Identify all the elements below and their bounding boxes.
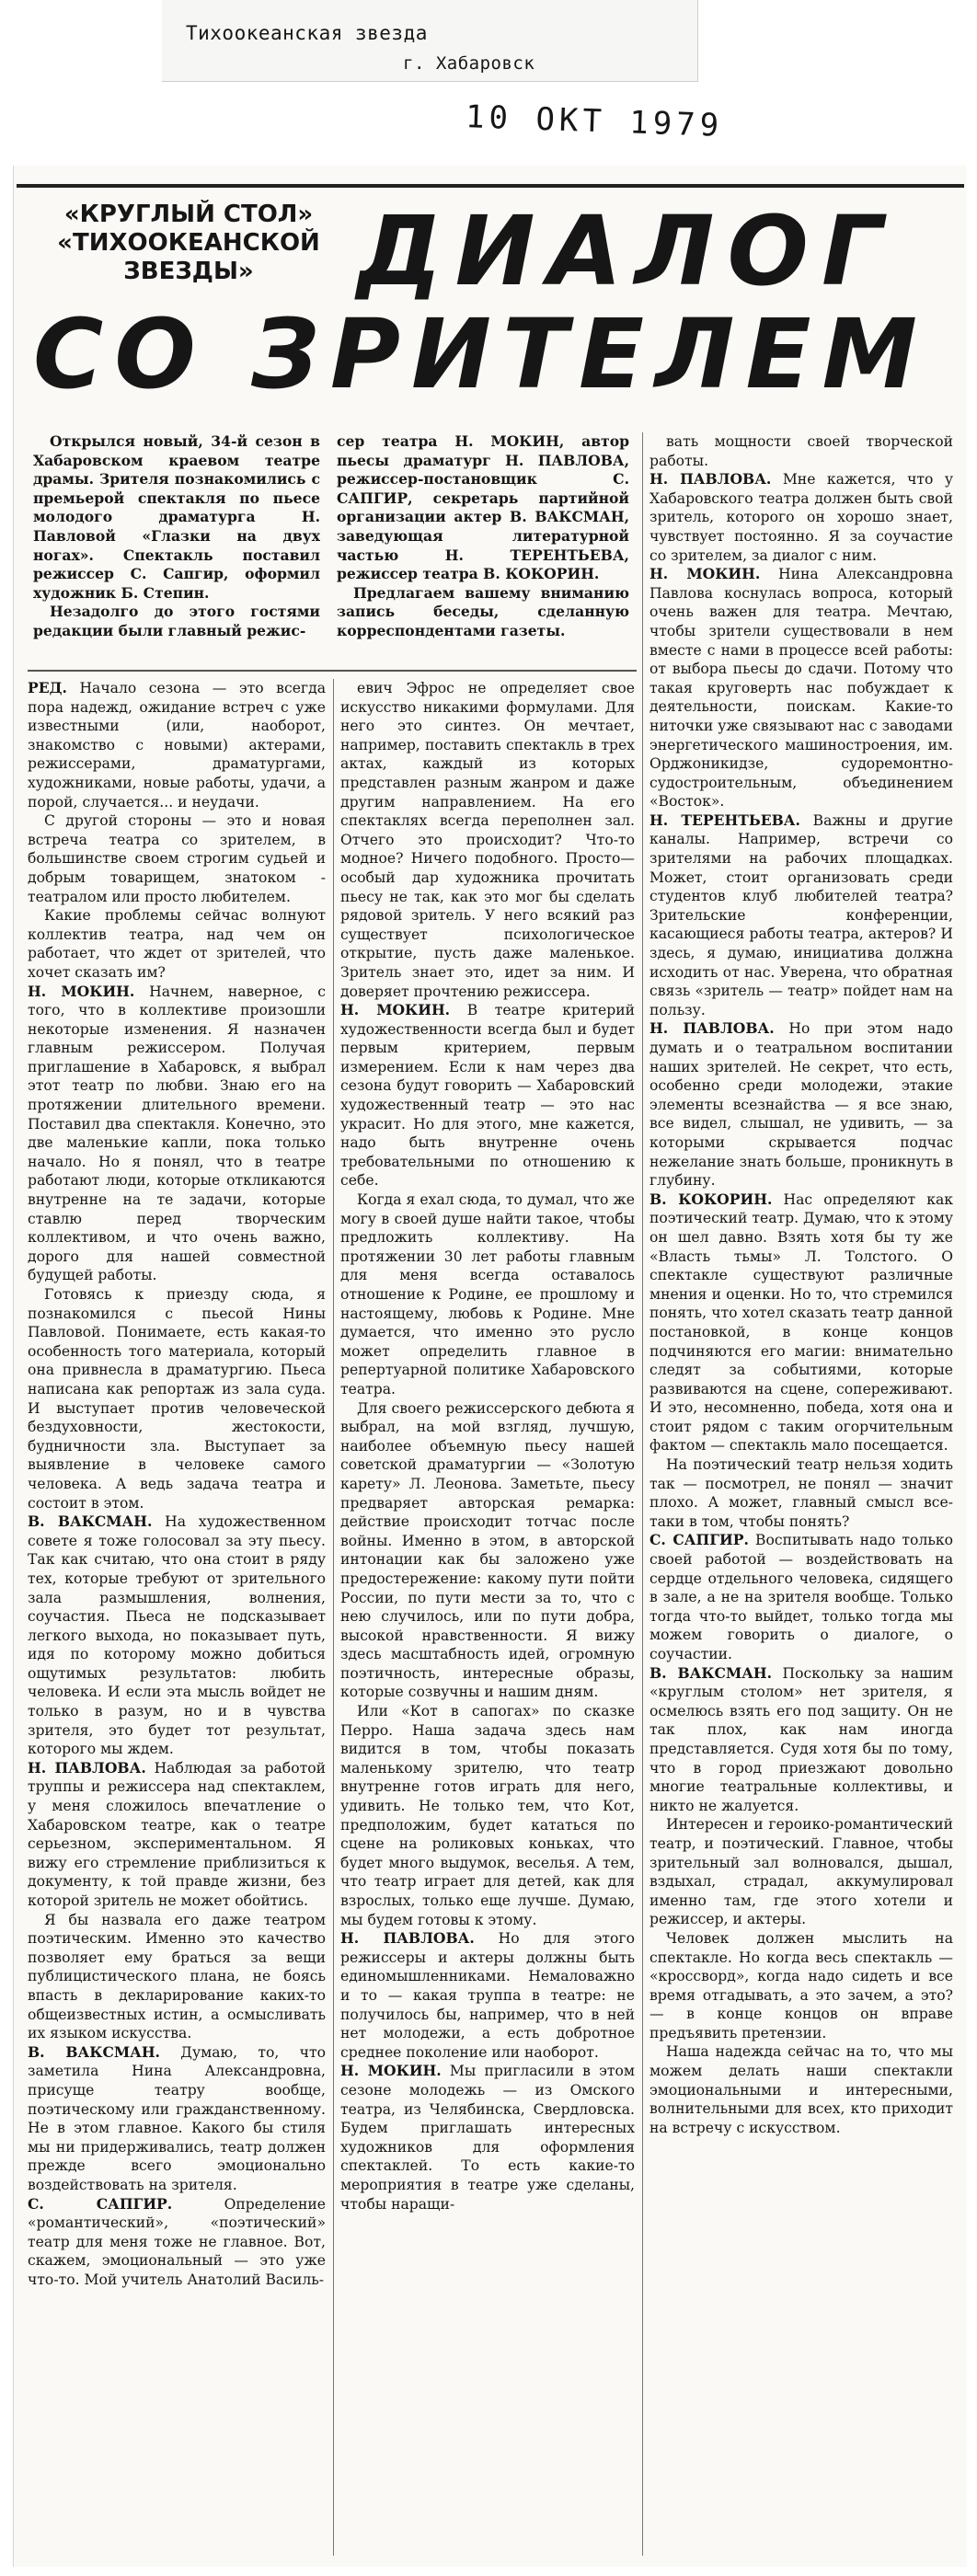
article-paragraph — [649, 1531, 953, 1663]
article-paragraph — [28, 2043, 326, 2195]
article-paragraph — [28, 1911, 326, 2043]
article-paragraph — [340, 1929, 635, 2062]
paragraph-text: Но для этого режиссеры и актеры должны быть единомышленниками. Немаловажно и то — какая труппа в театре: не получилось бы, например, что в ней нет молодежи, а есть добротное среднее поколение или наоборот. — [340, 1930, 635, 2061]
paragraph-text: Начало сезона — это всегда пора надежд, ожидание встреч с уже известными (или, наоборот, знакомство с новыми) актерами, режиссерами, драматургами, художниками, новые работы, удачи, а порой, случается... и неудачи. — [28, 680, 326, 811]
speaker-name: В. ВАКСМАН. — [649, 1663, 773, 1682]
speaker-name: С. САПГИР. — [28, 2194, 173, 2213]
paragraph-text: В театре критерий художественности всегда был и будет первым критерием, первым измерением. Если к нам через два сезона будут говорить — Хабаровский художественный театр — это нас украсит. Но для этого, мне кажется, надо быть внутренне очень требовательными по отношению к себе. — [340, 1002, 635, 1190]
article-column-2 — [340, 679, 635, 2556]
speaker-name: Н. МОКИН. — [340, 1001, 451, 1019]
paragraph-text: Наша надежда сейчас на то, что мы можем делать наши спектакли эмоциональными и интересными, волнительными для всех, кто приходит на встречу с искусством. — [649, 2043, 953, 2136]
newspaper-city: г. Хабаровск — [403, 53, 535, 74]
speaker-name: В. ВАКСМАН. — [28, 1512, 153, 1531]
paragraph-text: Начнем, наверное, с того, что в коллективе произошли некоторые изменения. Я назначен главным режиссером. Получая приглашение в Хабаровск, я выбрал этот театр по любви. Знаю его на протяжении длительного времени. Поставил два спектакля. Конечно, это две маленькие капли, пока только начало. Но я понял, что в театре работают люди, которые откликаются внутренне на те задачи, которые ставлю перед творческим коллективом, и что очень важно, дорого для нашей совместной будущей работы. — [28, 983, 326, 1284]
top-rule — [17, 184, 964, 188]
speaker-name: РЕД. — [28, 679, 67, 696]
paragraph-text: На поэтический театр нельзя ходить так — посмотрел, не понял — значит плохо. А может, главный смысл все-таки в том, чтобы понять? — [649, 1456, 953, 1530]
article-paragraph — [649, 2042, 953, 2137]
paragraph-text: На художественном совете я тоже голосовал за эту пьесу. Так как считаю, что она стоит в ряду тех, которые требуют от зрительного зала размышления, волнения, соучастия. Пьеса не подсказывает легкого выхода, но показывает путь, идя по которому можно добиться ощутимых результатов: любить человека. И если эта мысль войдет не только в разум, но и в чувства зрителя, это будет тот результат, которого мы ждем. — [28, 1513, 326, 1758]
article-paragraph — [649, 1664, 953, 1816]
kicker — [37, 201, 340, 286]
paragraph-text: Поскольку за нашим «круглым столом» нет зрителя, я осмелюсь взять его под защиту. Он не так плох, как нам иногда представляется. Судя хотя бы по тому, что в город приезжают довольно многие театральные коллективы, и никто не жалуется. — [649, 1664, 953, 1814]
speaker-name: Н. ПАВЛОВА. — [649, 1019, 775, 1038]
paragraph-text: Или «Кот в сапогах» по сказке Перро. Наша задача здесь нам видится в том, чтобы показать маленькому зрителю, что театр внутренне готов играть для него, удивить. Не только тем, что Кот, предположим, будет кататься по сцене на роликовых коньках, что будет много выдумок, веселья. А тем, что театр играет для детей, как для взрослых, только еще лучше. Думаю, мы будем готовы к этому. — [340, 1703, 635, 1928]
lead-paragraph-2: Незадолго до этого гостями редакции были главный режис- — [33, 603, 320, 639]
paragraph-text: Какие проблемы сейчас волнуют коллектив театра, над чем он работает, что ждет от зрителей, что хочет сказать им? — [28, 907, 326, 981]
paragraph-text: Для своего режиссерского дебюта я выбрал, на мой взгляд, лучшую, наиболее объемную пьесу нашей советской драматургии — «Золотую карету» Л. Леонова. Заметьте, пьесу предваряет авторская ремарка: действие происходит тотчас после войны. Именно в этом, в авторской интонации как бы заложено уже предостережение: какому пути пойти России, по пути мести за то, что с нею случилось, или по пути добра, высокой нравственности. Я вижу здесь масштабность идей, огромную поэтичность, интересные образы, которые созвучны и нашим дням. — [340, 1399, 635, 1701]
speaker-name: Н. МОКИН. — [340, 2062, 442, 2080]
paragraph-text: С другой стороны — это и новая встреча театра со зрителем, в большинстве своем строгим судьей и добрым товарищем, знатоком - театралом или просто любителем. — [28, 812, 326, 905]
lead-paragraph-4: Предлагаем вашему вниманию запись беседы, сделанную корреспондентами газеты. — [337, 583, 629, 639]
paragraph-text: Нас определяют как поэтический театр. Думаю, что к этому он шел давно. Взять хотя бы ту же «Власть тьмы» Л. Толстого. О спектакле существуют различные мнения и оценки. Но то, что стремился понять, что хотел сказать театр данной постановкой, в конце концов подчиняются его магии: внимательно следят за событиями, которые развиваются на сцене, сопереживают. И это, несомненно, победа, хотя она и стоит рядом с таким огорчительным фактом — спектакль мало посещается. — [649, 1190, 953, 1455]
article-paragraph — [340, 1702, 635, 1929]
paragraph-text: Интересен и героико-романтический театр, и поэтический. Главное, чтобы зрительный зал волновался, дышал, вздыхал, страдал, аккумулировал именно там, где этого хотели и режиссер, и актеры. — [649, 1816, 953, 1928]
speaker-name: Н. ПАВЛОВА. — [340, 1929, 475, 1948]
lead-paragraph-1: Открылся новый, 34-й сезон в Хабаровском краевом театре драмы. Зрителя познакомились с премьерой спектакля по пьесе молодого драматурга Н. Павловой «Глазки на двух ногах». Спектакль поставил режиссер С. Сапгир, оформил художник Б. Степин. — [33, 432, 320, 602]
speaker-name: Н. ПАВЛОВА. — [28, 1758, 146, 1777]
paragraph-text: Определение «романтический», «поэтический» театр для меня тоже не главное. Вот, скажем, эмоциональный — это уже что-то. Мой учитель Анатолий Василь- — [28, 2195, 326, 2288]
paragraph-text: Мне кажется, что у Хабаровского театра должен быть свой зритель, которого он хорошо знает, чувствует постоянно. Я за соучастие со зрителем, за диалог с ним. — [649, 471, 953, 564]
paragraph-text: Важны и другие каналы. Например, встречи со зрителями на рабочих площадках. Может, стоит организовать среди студентов клуб любителей театра? Зрительские конференции, касающиеся работы театра, актеров? И здесь, я думаю, инициатива должна исходить от нас. Уверена, что обратная связь «зритель — театр» пойдет нам на пользу. — [649, 811, 953, 1018]
speaker-name: Н. МОКИН. — [28, 982, 135, 1000]
date-stamp: 10 ОКТ 1979 — [465, 98, 724, 144]
article-paragraph — [340, 1001, 635, 1190]
article-paragraph — [28, 1512, 326, 1759]
article-paragraph — [28, 1759, 326, 1911]
column-divider-2 — [642, 432, 643, 2556]
paragraph-text: евич Эфрос не определяет свое искусство никакими формулами. Для него это синтез. Он мечтает, например, поставить спектакль в трех актах, каждый из которых представлен разным жанром и даже другим направлением. На его спектаклях всегда переполнен зал. Отчего это происходит? Что-то модное? Ничего подобного. Просто—особый дар художника прочитать пьесу не так, как это мог бы сделать рядовой зритель. У него всякий раз существует психологическое открытие, пусть даже маленькое. Зритель знает это, идет за ним. И доверяет прочтению режиссера. — [340, 680, 635, 1000]
article-paragraph — [649, 432, 953, 470]
article-paragraph — [340, 1399, 635, 1703]
article-paragraph — [649, 1190, 953, 1455]
speaker-name: В. ВАКСМАН. — [28, 2042, 160, 2061]
kicker-line-1: «КРУГЛЫЙ СТОЛ» — [63, 201, 314, 228]
article-paragraph — [28, 1285, 326, 1512]
article-paragraph — [340, 1190, 635, 1399]
kicker-line-3: ЗВЕЗДЫ» — [123, 258, 254, 285]
article-paragraph — [28, 2195, 326, 2290]
paragraph-text: Человек должен мыслить на спектакле. Но когда весь спектакль — «кроссворд», когда надо сидеть и все время отгадывать, а это зачем, а это? — в конце концов он вправе предъявить претензии. — [649, 1929, 953, 2041]
paragraph-text: Думаю, то, что заметила Нина Александровна, присуще театру вообще, поэтическому или гражданственному. Не в этом главное. Какого бы стиля мы ни придерживались, театр должен прежде всего эмоционально воздействовать на зрителя. — [28, 2043, 326, 2193]
lead-divider — [28, 670, 637, 672]
article-paragraph — [649, 1815, 953, 1929]
article-column-3 — [649, 432, 953, 2556]
paragraph-text: Готовясь к приезду сюда, я познакомился с пьесой Нины Павловой. Понимаете, есть какая-то особенность того материала, который она привнесла в драматургию. Пьеса написана как репортаж из зала суда. И выступает против человеческой бездуховности, жестокости, будничности зла. Выступает за выявление в человеке самого человека. А ведь задача театра и состоит в этом. — [28, 1286, 326, 1512]
headline-line-2: СО ЗРИТЕЛЕМ — [33, 298, 928, 410]
newspaper-name: Тихоокеанская звезда — [186, 22, 428, 44]
article-paragraph — [649, 565, 953, 811]
article-paragraph — [340, 2062, 635, 2214]
article-paragraph — [649, 470, 953, 565]
lead-left — [33, 432, 320, 662]
article-paragraph — [649, 1929, 953, 2043]
article-paragraph — [28, 679, 326, 811]
article-paragraph — [649, 1455, 953, 1531]
paragraph-text: Но при этом надо думать и о театральном воспитании наших зрителей. Не секрет, что есть, особенно среди молодежи, этакие элементы всезнайства — я все знаю, все видел, слышал, не удивить, — за которыми скрывается подчас нежелание знать больше, проникнуть в глубину. — [649, 1020, 953, 1190]
paragraph-text: Нина Александровна Павлова коснулась вопроса, который очень важен для театра. Мечтаю, чтобы зрители существовали в нем вместе с нами в процессе всей работы: от выбора пьесы до сдачи. Потому что такая круговерть нас побуждает к деятельности, поискам. Какие-то ниточки уже связывают нас с заводами энергетического машиностроения, им. Орджоникидзе, судоремонтно-судостроительным, объединением «Восток». — [649, 566, 953, 811]
kicker-line-2: «ТИХООКЕАНСКОЙ — [57, 229, 320, 257]
article-paragraph — [28, 983, 326, 1286]
lead-paragraph-3: сер театра Н. МОКИН, автор пьесы драматург Н. ПАВЛОВА, режиссер-постановщик С. САПГИР, секретарь партийной организации актер В. ВАКСМАН, заведующая литературной частью Н. ТЕРЕНТЬЕВА, режиссер театра В. КОКОРИН. — [337, 432, 629, 583]
speaker-name: В. КОКОРИН. — [649, 1190, 773, 1208]
speaker-name: С. САПГИР. — [649, 1531, 749, 1549]
article-paragraph — [649, 1019, 953, 1190]
paragraph-text: Я бы назвала его даже театром поэтическим. Именно это качество позволяет ему браться за вещи публицистического плана, не боясь впасть в декларирование каких-то общеизвестных истин, а осмысливать их языком искусства. — [28, 1911, 326, 2042]
newspaper-label — [162, 0, 698, 82]
column-divider-1 — [333, 679, 334, 2556]
article-paragraph — [28, 906, 326, 982]
article-paragraph — [340, 679, 635, 1001]
article-paragraph — [28, 811, 326, 906]
paragraph-text: Мы пригласили в этом сезоне молодежь — из Омского театра, из Челябинска, Свердловска. Будем приглашать интересных художников для оформления спектаклей. То есть какие-то мероприятия в театре уже сделаны, чтобы наращи- — [340, 2063, 635, 2213]
paragraph-text: Когда я ехал сюда, то думал, что же могу в своей душе найти такое, чтобы предложить коллективу. На протяжении 30 лет работы главным для меня всегда оставалось отношение к Родине, ее прошлому и настоящему, любовь к Родине. Мне думается, что именно это русло может определить главное в репертуарной политике Хабаровского театра. — [340, 1191, 635, 1397]
speaker-name: Н. МОКИН. — [649, 565, 761, 583]
lead-right — [337, 432, 629, 662]
article-column-1 — [28, 679, 326, 2556]
speaker-name: Н. ПАВЛОВА. — [649, 470, 772, 489]
paragraph-text: Воспитывать надо только своей работой — воздействовать на сердце отдельного человека, сидящего в зале, а не на зрителя вообще. Только тогда что-то выйдет, только тогда мы можем говорить о диалоге, о соучастии. — [649, 1532, 953, 1662]
paragraph-text: вать мощности своей творческой работы. — [649, 433, 953, 469]
speaker-name: Н. ТЕРЕНТЬЕВА. — [649, 811, 800, 829]
headline-line-1: ДИАЛОГ — [357, 195, 896, 307]
article-paragraph — [649, 811, 953, 1020]
paragraph-text: Наблюдая за работой труппы и режиссера над спектаклем, у меня сложилось впечатление о Хабаровском театре, как о театре серьезном, экспериментальном. Я вижу его стремление приблизиться к документу, к той правде жизни, без которой зритель не может обойтись. — [28, 1759, 326, 1909]
